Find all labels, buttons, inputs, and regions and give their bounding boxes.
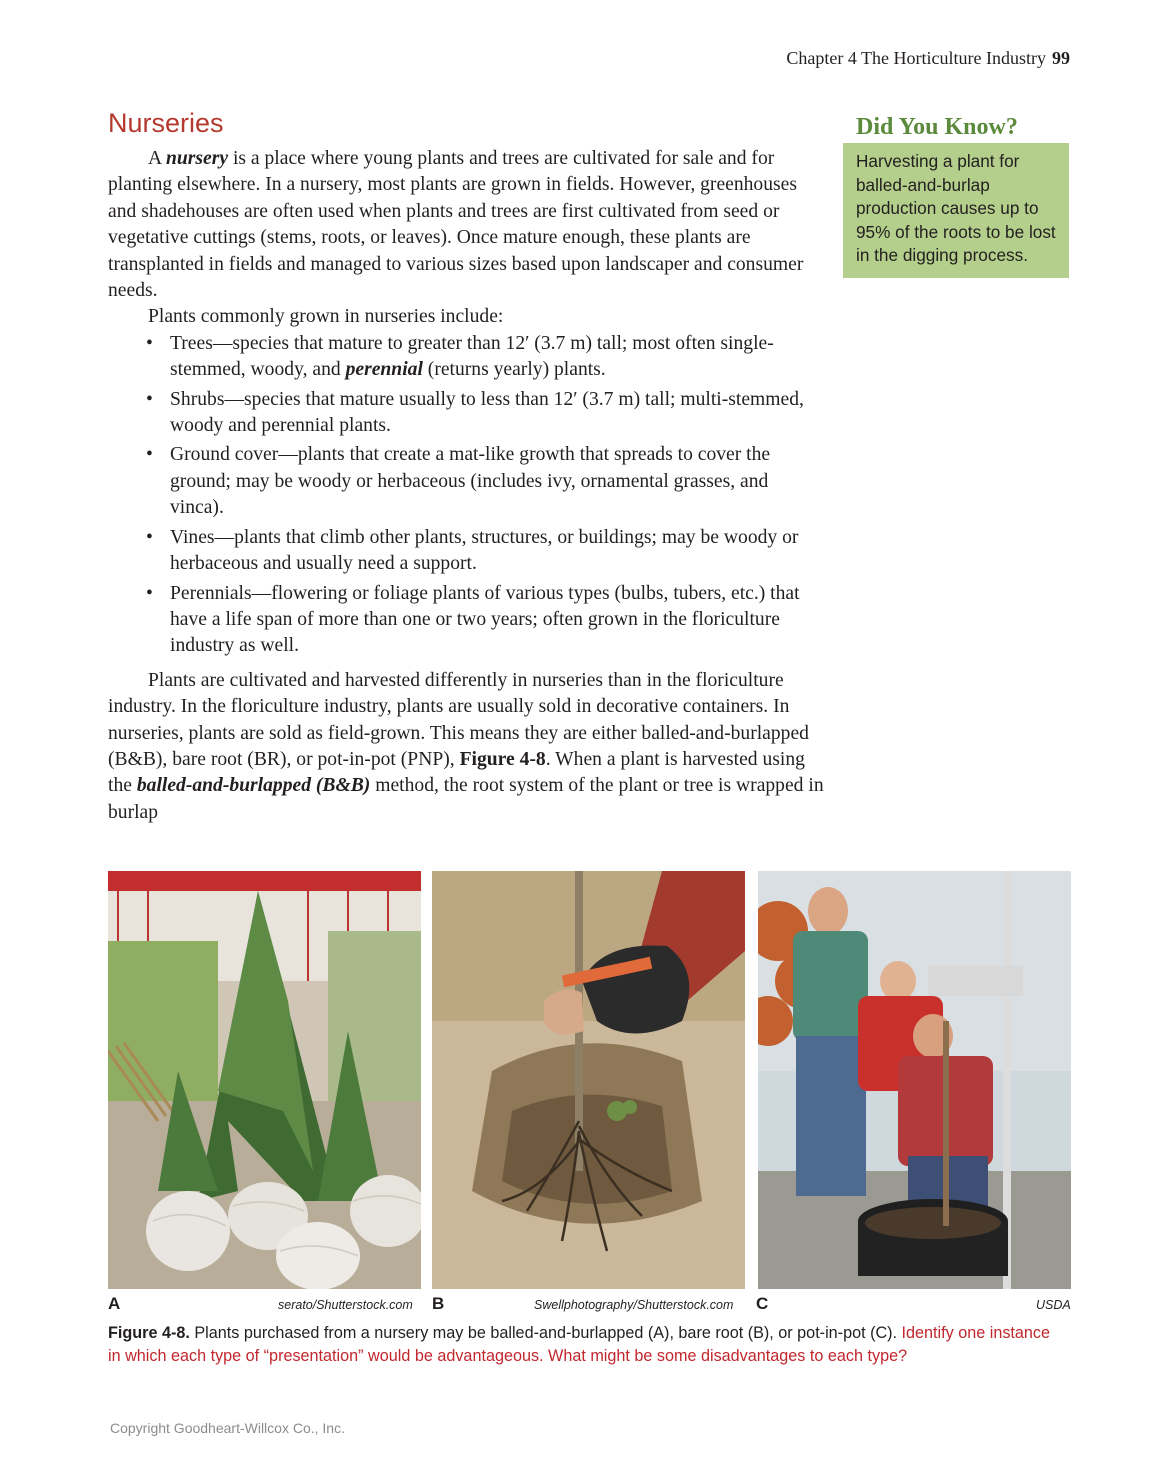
list-item-trees: • Trees—species that mature to greater than 12′ (3.7 m) tall; most often single-stemmed, woody, and perennial (returns yearly) plants. <box>108 331 824 384</box>
copyright-footer: Copyright Goodheart-Willcox Co., Inc. <box>110 1420 345 1436</box>
panel-letter-c: C <box>756 1294 769 1313</box>
list-item-shrubs: • Shrubs—species that mature usually to less than 12′ (3.7 m) tall; multi-stemmed, woody and perennial plants. <box>108 387 824 440</box>
panel-credit-c: USDA <box>1036 1298 1071 1312</box>
list-item-perennials: • Perennials—flowering or foliage plants of various types (bulbs, tubers, etc.) that have a life span of more than one or two years; often grown in the floriculture industry as well. <box>108 581 824 660</box>
section-heading: Nurseries <box>108 108 224 138</box>
panel-credit-b: Swellphotography/Shutterstock.com <box>534 1298 734 1312</box>
panel-letter-b: B <box>432 1294 445 1313</box>
term-perennial: perennial <box>345 359 423 381</box>
term-nursery: nursery <box>165 148 229 169</box>
photo-bare-root <box>432 871 745 1289</box>
figure-4-8-photos <box>108 871 1071 1289</box>
did-you-know-sidebar <box>843 114 1069 278</box>
figure-reference: Figure 4-8 <box>459 748 546 770</box>
paragraph-intro: A nursery is a place where young plants and trees are cultivated for sale and for planting elsewhere. In a nursery, most plants are grown in fields. However, greenhouses and shadehouses are often used when plants and trees are first cultivated from seed or vegetative cuttings (stems, roots, or leaves). Once mature enough, these plants are transplanted in fields and managed to various sizes based upon landscaper and consumer needs. <box>108 148 804 302</box>
panel-credit-a: serato/Shutterstock.com <box>278 1298 413 1312</box>
figure-credits <box>108 1294 1071 1314</box>
page-number: 99 <box>1052 48 1070 68</box>
figure-caption <box>108 1322 1063 1369</box>
paragraph-list-intro: Plants commonly grown in nurseries include: <box>148 306 504 328</box>
chapter-title: Chapter 4 The Horticulture Industry <box>786 48 1046 68</box>
main-text-column <box>108 146 824 826</box>
list-item-ground-cover: • Ground cover—plants that create a mat-like growth that spreads to cover the ground; may be woody or herbaceous (includes ivy, ornamental grasses, and vinca). <box>108 442 824 521</box>
sidebar-title: Did You Know? <box>856 114 1018 140</box>
list-item-vines: • Vines—plants that climb other plants, structures, or buildings; may be woody or herbaceous and usually need a support. <box>108 525 824 578</box>
photo-balled-and-burlapped <box>108 871 421 1289</box>
running-header <box>786 48 1070 69</box>
nursery-plant-list <box>108 331 824 660</box>
sidebar-box: Harvesting a plant for balled-and-burlap production causes up to 95% of the roots to be lost in the digging process. <box>843 143 1069 278</box>
photo-pot-in-pot <box>758 871 1071 1289</box>
caption-label: Figure 4-8. <box>108 1324 190 1342</box>
caption-text: Plants purchased from a nursery may be balled-and-burlapped (A), bare root (B), or pot-in-pot (C). <box>189 1324 902 1342</box>
panel-letter-a: A <box>108 1294 121 1313</box>
term-balled-and-burlapped: balled-and-burlapped (B&B) <box>136 775 371 797</box>
caption-question: Identify one instance in which each type of “presentation” would be advantageous. What might be some disadvantages to each type? <box>108 1324 1051 1366</box>
paragraph-harvest: Plants are cultivated and harvested differently in nurseries than in the floriculture industry. In the floriculture industry, plants are usually sold in decorative containers. In nurseries, plants are sold as field-grown. This means they are either balled-and-burlapped (B&B), bare root (BR), or pot-in-pot (PNP), Figure 4-8. When a plant is harvested using the balled-and-burlapped (B&B) method, the root system of the plant or tree is wrapped in burlap <box>108 669 824 823</box>
